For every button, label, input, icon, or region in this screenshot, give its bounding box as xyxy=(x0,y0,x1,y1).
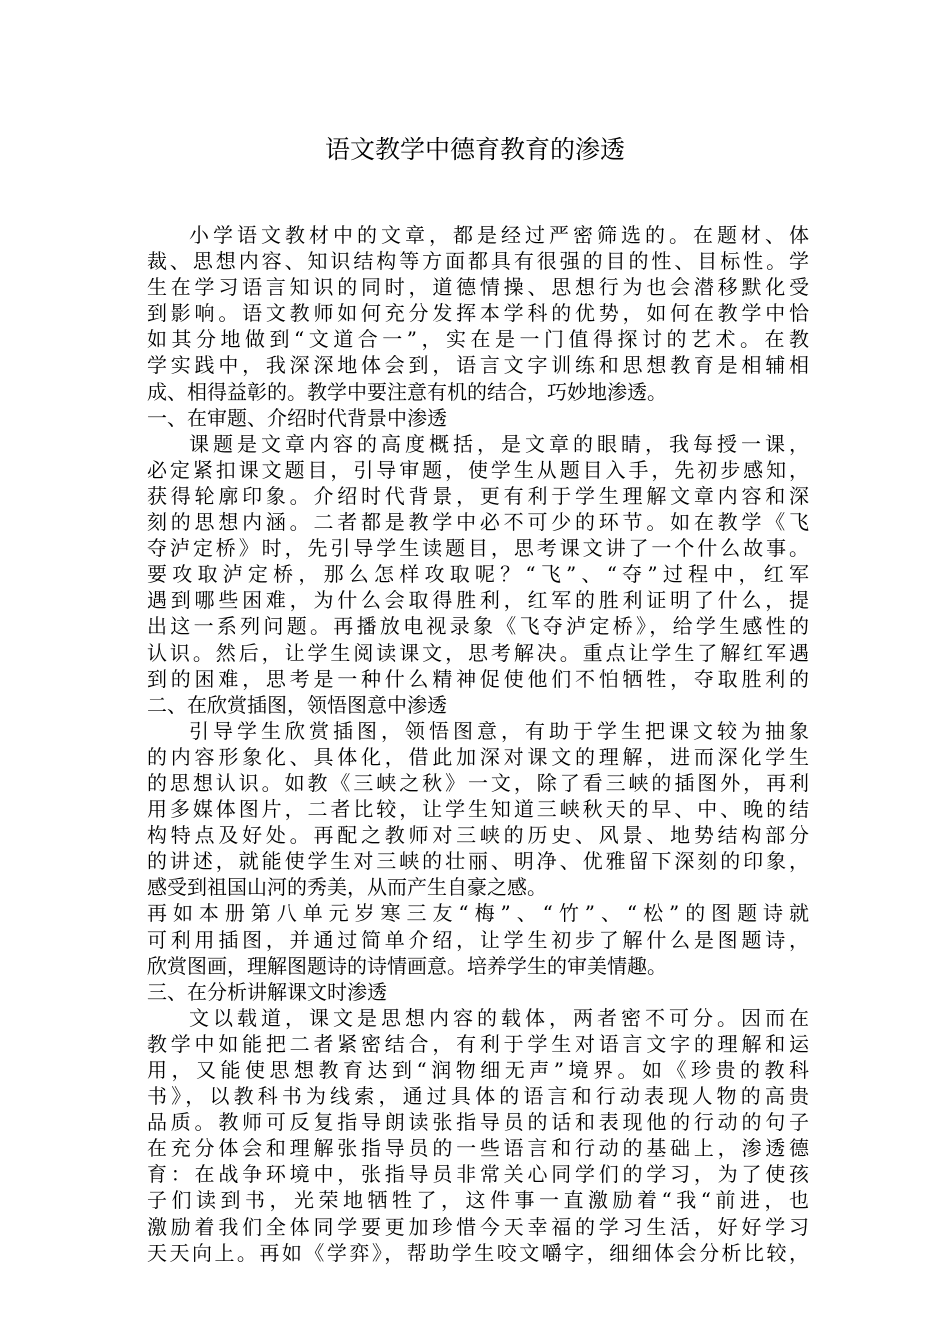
paragraph-line: 学实践中，我深深地体会到，语言文字训练和思想教育是相辅相 xyxy=(147,353,809,378)
paragraph-line: 必定紧扣课文题目，引导审题，使学生从题目入手，先初步感知， xyxy=(147,457,809,482)
paragraph-line: 的思想认识。如教《三峡之秋》一文，除了看三峡的插图外，再利 xyxy=(147,770,809,795)
paragraph-line: 感受到祖国山河的秀美，从而产生自豪之感。 xyxy=(147,875,547,900)
paragraph-line: 在充分体会和理解张指导员的一些语言和行动的基础上，渗透德 xyxy=(147,1136,809,1161)
paragraph-line: 到影响。语文教师如何充分发挥本学科的优势，如何在教学中恰 xyxy=(147,301,809,326)
paragraph-line: 用，又能使思想教育达到“润物细无声”境界。如《珍贵的教科 xyxy=(147,1058,809,1082)
paragraph-line: 裁、思想内容、知识结构等方面都具有很强的目的性、目标性。学 xyxy=(147,249,809,274)
paragraph-line: 生在学习语言知识的同时，道德情操、思想行为也会潜移默化受 xyxy=(147,275,809,300)
paragraph-line: 获得轮廓印象。介绍时代背景，更有利于学生理解文章内容和深 xyxy=(147,483,809,508)
paragraph-line: 可利用插图，并通过简单介绍，让学生初步了解什么是图题诗， xyxy=(147,927,809,952)
paragraph-line: 夺泸定桥》时，先引导学生读题目，思考课文讲了一个什么故事。 xyxy=(147,536,809,561)
paragraph-line: 欣赏图画，理解图题诗的诗情画意。培养学生的审美情趣。 xyxy=(147,953,667,978)
paragraph-line: 育：在战争环境中，张指导员非常关心同学们的学习，为了使孩 xyxy=(147,1162,809,1187)
paragraph-line: 用多媒体图片，二者比较，让学生知道三峡秋天的早、中、晚的结 xyxy=(147,797,809,822)
paragraph-line: 教学中如能把二者紧密结合，有利于学生对语言文字的理解和运 xyxy=(147,1031,809,1056)
section-heading: 三、在分析讲解课文时渗透 xyxy=(147,979,387,1004)
section-heading: 一、在审题、介绍时代背景中渗透 xyxy=(147,405,447,430)
paragraph-line: 子们读到书，光荣地牺牲了，这件事一直激励着“我“前进，也 xyxy=(147,1188,809,1213)
paragraph-line: 出这一系列问题。再播放电视录象《飞夺泸定桥》，给学生感性的 xyxy=(147,614,809,639)
paragraph-line: 天天向上。再如《学弈》，帮助学生咬文嚼字，细细体会分析比较， xyxy=(147,1240,809,1265)
paragraph-line: 遇到哪些困难，为什么会取得胜利，红军的胜利证明了什么，提 xyxy=(147,588,809,613)
paragraph-line: 的内容形象化、具体化，借此加深对课文的理解，进而深化学生 xyxy=(147,744,809,769)
paragraph-line: 构特点及好处。再配之教师对三峡的历史、风景、地势结构部分 xyxy=(147,823,809,848)
paragraph-line: 再如本册第八单元岁寒三友“梅”、“竹”、“松”的图题诗就 xyxy=(147,901,809,926)
paragraph-line: 书》，以教科书为线索，通过具体的语言和行动表现人物的高贵 xyxy=(147,1084,809,1109)
paragraph-line: 到的困难，思考是一种什么精神促使他们不怕牺牲，夺取胜利的 xyxy=(147,666,809,691)
paragraph-line: 认识。然后，让学生阅读课文，思考解决。重点让学生了解红军遇 xyxy=(147,640,809,665)
paragraph-line: 成、相得益彰的。教学中要注意有机的结合，巧妙地渗透。 xyxy=(147,379,667,404)
paragraph-line: 引导学生欣赏插图，领悟图意，有助于学生把课文较为抽象 xyxy=(189,718,809,743)
document-title: 语文教学中德育教育的渗透 xyxy=(324,135,625,164)
paragraph-line: 如其分地做到“文道合一”，实在是一门值得探讨的艺术。在教 xyxy=(147,327,809,352)
section-heading: 二、在欣赏插图，领悟图意中渗透 xyxy=(147,692,447,717)
paragraph-line: 激励着我们全体同学要更加珍惜今天幸福的学习生活，好好学习 xyxy=(147,1214,809,1239)
paragraph-line: 要攻取泸定桥，那么怎样攻取呢？“飞”、“夺”过程中，红军 xyxy=(147,562,809,587)
paragraph-line: 刻的思想内涵。二者都是教学中必不可少的环节。如在教学《飞 xyxy=(147,510,809,535)
paragraph-line: 的讲述，就能使学生对三峡的壮丽、明净、优雅留下深刻的印象， xyxy=(147,849,809,874)
document-body xyxy=(147,222,809,1266)
paragraph-line: 课题是文章内容的高度概括，是文章的眼睛，我每授一课， xyxy=(189,431,809,456)
paragraph-line: 文以载道，课文是思想内容的载体，两者密不可分。因而在 xyxy=(189,1005,809,1030)
paragraph-line: 品质。教师可反复指导朗读张指导员的话和表现他的行动的句子 xyxy=(147,1110,809,1135)
paragraph-line: 小学语文教材中的文章，都是经过严密筛选的。在题材、体 xyxy=(189,223,809,247)
